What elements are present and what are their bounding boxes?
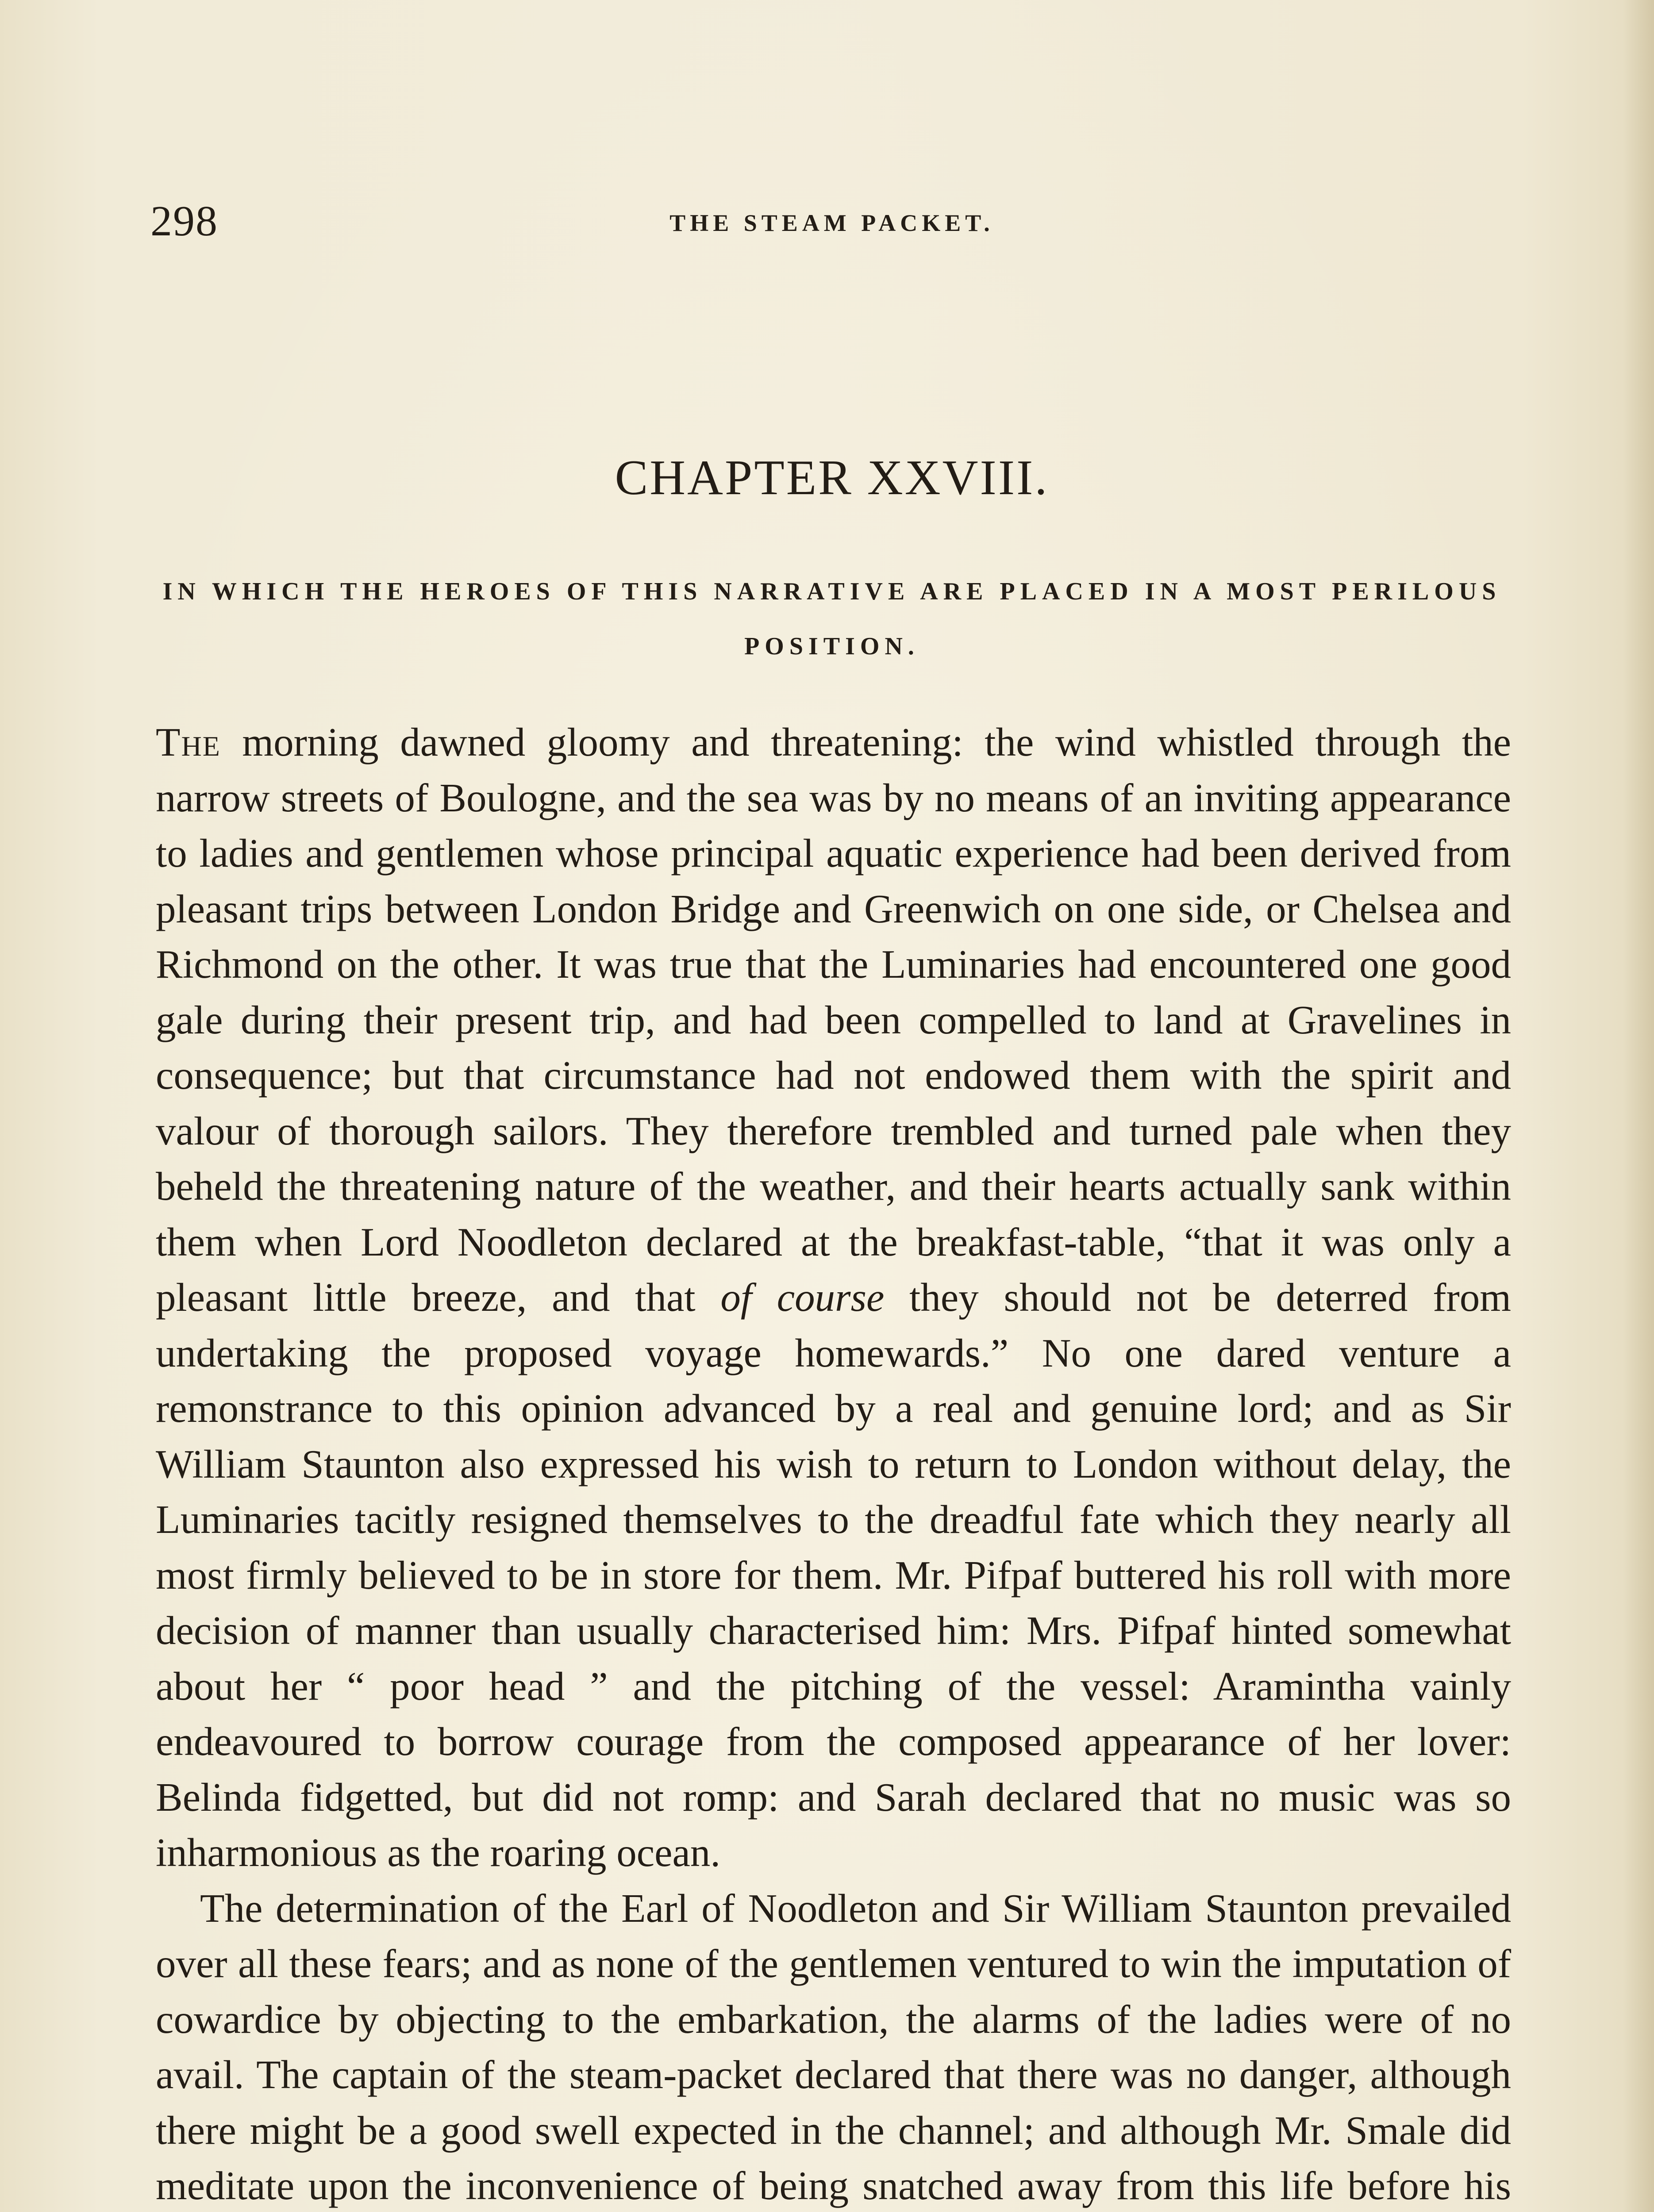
paragraph-2: The determination of the Earl of Noodleton and Sir William Staunton prevailed over all these fears; and as none of the gentlemen ventured to win the imputation of cowardice by objecting to the embarkation, the alarms of the ladies were of no avail. The captain of the steam-packet declared that there was no danger, although there might be a good swell expected in the channel; and although Mr. Smale did meditate upon the inconvenience of being snatched away from this life before his [156,1886,1511,2208]
page-edge-shadow [1623,0,1654,2212]
paragraph-1-text-b: they should not be deterred from undertaking the proposed voyage homewards.” No one dared venture a remonstrance to this opinion advanced by a real and genuine lord; and as Sir William Staunton also expressed his wish to return to London without delay, the Luminaries tacitly resigned themselves to the dreadful fate which they nearly all most firmly believed to be in store for them. Mr. Pifpaf buttered his roll with more decision of manner than usually characterised him: Mrs. Pifpaf hinted somewhat about her “ poor head ” and the pitching of the vessel: Aramintha vainly endeavoured to borrow courage from the composed appearance of her lover: Belinda fidgetted, but did not romp: and Sarah declared that no music was so inharmonious as the roaring ocean. [156,1275,1511,1875]
paragraph-1-text-a: morning dawned gloomy and threatening: the wind whistled through the narrow streets of Boulogne, and the sea was by no means of an inviting appearance to ladies and gentlemen whose principal aquatic experience had been derived from pleasant trips between London Bridge and Greenwich on one side, or Chelsea and Richmond on the other. It was true that the Luminaries had encountered one good gale during their present trip, and had been compelled to land at Gravelines in consequence; but that circumstance had not endowed them with the spirit and valour of thorough sailors. They therefore trembled and turned pale when they beheld the threatening nature of the weather, and their hearts actually sank within them when Lord Noodleton declared at the breakfast-table, “that it was only a pleasant little breeze, and that [156,720,1511,1320]
running-title: THE STEAM PACKET. [669,210,994,236]
running-head [150,195,1513,248]
opening-word: The [156,720,221,764]
body-text [156,714,1511,2212]
chapter-title: CHAPTER XXVIII. [615,450,1049,505]
page-number: 298 [150,197,218,245]
paragraph-1-italic: of course [720,1275,885,1320]
chapter-subtitle: IN WHICH THE HEROES OF THIS NARRATIVE ARE PLACED IN A MOST PERILOUS POSITION. [162,578,1501,660]
paragraph-1 [156,714,1511,1881]
